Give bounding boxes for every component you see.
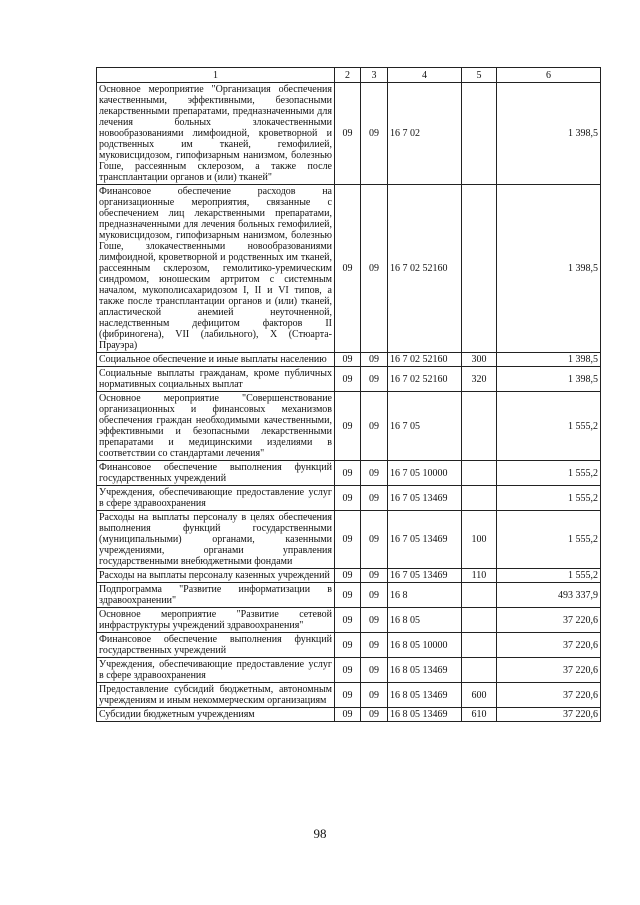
row-target-code: 16 7 02 52160: [388, 185, 462, 353]
table-body: [97, 83, 601, 722]
row-subsection: 09: [361, 83, 388, 185]
row-name: Финансовое обеспечение расходов на организационные мероприятия, связанные с обеспечением лиц лекарственными препаратами, предназначенными для лечения больных гемофилией, муковисцидозом, гипофизарным нанизмом, болезнью Гоше, злокачественными новообразованиями лимфоидной, кроветворной и родственных им тканей, рассеянным склерозом, гемолитико-уремическим синдромом, юношеским артритом с системным началом, мукополисахаридозом I, II и VI типов, а также после трансплантации органов и (или) тканей, апластической анемией неуточненной, наследственным дефицитом факторов II (фибриногена), VII (лабильного), X (Стюарта-Прауэра): [97, 185, 335, 353]
header-col-5: 5: [462, 68, 497, 83]
row-amount: 1 555,2: [497, 486, 601, 511]
row-expense-type: 610: [462, 708, 497, 722]
row-section: 09: [335, 708, 361, 722]
header-col-6: 6: [497, 68, 601, 83]
row-target-code: 16 7 05: [388, 392, 462, 461]
row-subsection: 09: [361, 569, 388, 583]
row-expense-type: [462, 608, 497, 633]
row-amount: 1 555,2: [497, 392, 601, 461]
row-amount: 493 337,9: [497, 583, 601, 608]
row-section: 09: [335, 353, 361, 367]
row-subsection: 09: [361, 353, 388, 367]
row-subsection: 09: [361, 511, 388, 569]
row-subsection: 09: [361, 583, 388, 608]
row-subsection: 09: [361, 486, 388, 511]
row-amount: 1 398,5: [497, 367, 601, 392]
row-amount: 37 220,6: [497, 658, 601, 683]
table-header-row: [97, 68, 601, 83]
row-target-code: 16 8: [388, 583, 462, 608]
header-col-3: 3: [361, 68, 388, 83]
row-name: Основное мероприятие "Организация обеспечения качественными, эффективными, безопасными лекарственными препаратами, предназначенными для лечения больных злокачественными новообразованиями лимфоидной, кроветворной и родственных им тканей, гемофилией, муковисцидозом, гипофизарным нанизмом, болезнью Гоше, рассеянным склерозом, а также после трансплантации органов и (или) тканей": [97, 83, 335, 185]
row-target-code: 16 7 05 13469: [388, 486, 462, 511]
row-name: Финансовое обеспечение выполнения функций государственных учреждений: [97, 633, 335, 658]
row-name: Основное мероприятие "Развитие сетевой инфраструктуры учреждений здравоохранения": [97, 608, 335, 633]
row-name: Социальные выплаты гражданам, кроме публичных нормативных социальных выплат: [97, 367, 335, 392]
row-target-code: 16 8 05 13469: [388, 708, 462, 722]
row-amount: 1 555,2: [497, 461, 601, 486]
budget-table: [96, 67, 601, 722]
table-row: [97, 461, 601, 486]
row-section: 09: [335, 583, 361, 608]
row-section: 09: [335, 367, 361, 392]
table-row: [97, 83, 601, 185]
row-expense-type: 320: [462, 367, 497, 392]
table-row: [97, 583, 601, 608]
row-section: 09: [335, 608, 361, 633]
row-expense-type: [462, 83, 497, 185]
row-subsection: 09: [361, 658, 388, 683]
row-name: Расходы на выплаты персоналу казенных учреждений: [97, 569, 335, 583]
header-col-4: 4: [388, 68, 462, 83]
row-name: Подпрограмма "Развитие информатизации в здравоохранении": [97, 583, 335, 608]
row-expense-type: 100: [462, 511, 497, 569]
row-subsection: 09: [361, 708, 388, 722]
table-row: [97, 658, 601, 683]
row-target-code: 16 8 05: [388, 608, 462, 633]
row-amount: 37 220,6: [497, 633, 601, 658]
row-expense-type: [462, 633, 497, 658]
row-section: 09: [335, 392, 361, 461]
row-expense-type: 110: [462, 569, 497, 583]
row-target-code: 16 7 02: [388, 83, 462, 185]
row-subsection: 09: [361, 608, 388, 633]
row-amount: 1 398,5: [497, 185, 601, 353]
row-subsection: 09: [361, 185, 388, 353]
row-section: 09: [335, 83, 361, 185]
row-target-code: 16 7 02 52160: [388, 353, 462, 367]
row-target-code: 16 8 05 13469: [388, 658, 462, 683]
table-row: [97, 708, 601, 722]
row-target-code: 16 7 05 13469: [388, 511, 462, 569]
table-row: [97, 608, 601, 633]
row-subsection: 09: [361, 392, 388, 461]
row-expense-type: 600: [462, 683, 497, 708]
row-amount: 1 555,2: [497, 569, 601, 583]
row-name: Социальное обеспечение и иные выплаты населению: [97, 353, 335, 367]
table-row: [97, 486, 601, 511]
row-name: Учреждения, обеспечивающие предоставление услуг в сфере здравоохранения: [97, 486, 335, 511]
row-expense-type: [462, 658, 497, 683]
row-section: 09: [335, 569, 361, 583]
table-row: [97, 569, 601, 583]
row-section: 09: [335, 511, 361, 569]
table-row: [97, 185, 601, 353]
page-number: 98: [313, 826, 327, 841]
row-section: 09: [335, 461, 361, 486]
row-name: Учреждения, обеспечивающие предоставление услуг в сфере здравоохранения: [97, 658, 335, 683]
row-expense-type: [462, 486, 497, 511]
row-section: 09: [335, 185, 361, 353]
row-amount: 37 220,6: [497, 608, 601, 633]
row-amount: 37 220,6: [497, 683, 601, 708]
row-section: 09: [335, 633, 361, 658]
table-row: [97, 353, 601, 367]
row-target-code: 16 7 05 13469: [388, 569, 462, 583]
row-name: Субсидии бюджетным учреждениям: [97, 708, 335, 722]
table-row: [97, 683, 601, 708]
row-target-code: 16 8 05 10000: [388, 633, 462, 658]
row-target-code: 16 8 05 13469: [388, 683, 462, 708]
row-amount: 37 220,6: [497, 708, 601, 722]
row-section: 09: [335, 683, 361, 708]
header-col-2: 2: [335, 68, 361, 83]
row-subsection: 09: [361, 633, 388, 658]
row-subsection: 09: [361, 461, 388, 486]
table-row: [97, 511, 601, 569]
row-expense-type: [462, 185, 497, 353]
row-name: Финансовое обеспечение выполнения функций государственных учреждений: [97, 461, 335, 486]
row-name: Основное мероприятие "Совершенствование организационных и финансовых механизмов обеспечения граждан необходимыми качественными, эффективными и безопасными лекарственными препаратами и медицинскими изделиями в соответствии со стандартами лечения": [97, 392, 335, 461]
table-row: [97, 392, 601, 461]
row-section: 09: [335, 658, 361, 683]
header-col-1: 1: [97, 68, 335, 83]
row-amount: 1 555,2: [497, 511, 601, 569]
row-expense-type: 300: [462, 353, 497, 367]
row-section: 09: [335, 486, 361, 511]
row-subsection: 09: [361, 683, 388, 708]
row-subsection: 09: [361, 367, 388, 392]
row-expense-type: [462, 392, 497, 461]
row-name: Предоставление субсидий бюджетным, автономным учреждениям и иным некоммерческим организациям: [97, 683, 335, 708]
row-amount: 1 398,5: [497, 83, 601, 185]
row-target-code: 16 7 05 10000: [388, 461, 462, 486]
row-expense-type: [462, 583, 497, 608]
table-row: [97, 633, 601, 658]
row-amount: 1 398,5: [497, 353, 601, 367]
row-name: Расходы на выплаты персоналу в целях обеспечения выполнения функций государственными (муниципальными) органами, казенными учреждениями, органами управления государственными внебюджетными фондами: [97, 511, 335, 569]
row-target-code: 16 7 02 52160: [388, 367, 462, 392]
table-row: [97, 367, 601, 392]
row-expense-type: [462, 461, 497, 486]
